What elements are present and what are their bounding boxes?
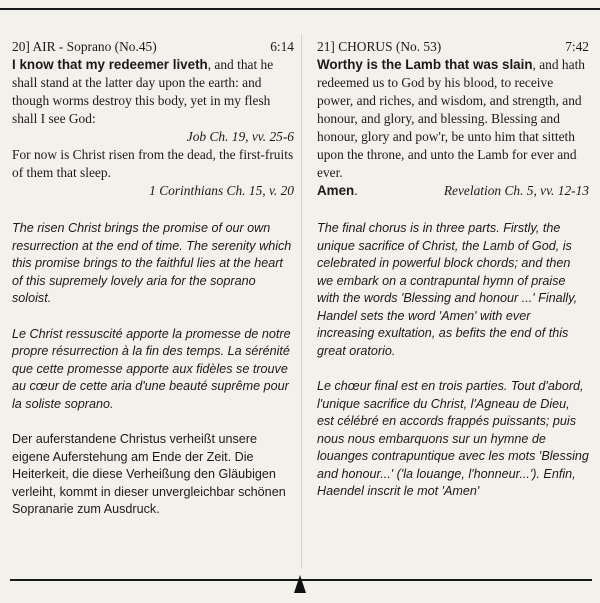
lyric-block — [12, 56, 294, 128]
amen-punctuation: . — [354, 183, 358, 198]
amen-word-group — [317, 182, 358, 200]
track-title: 21] CHORUS (No. 53) — [317, 39, 442, 54]
track-header — [12, 38, 294, 56]
left-column — [12, 38, 294, 519]
lyric-block — [317, 56, 589, 182]
lyric-text: , and that he shall stand at the latter day upon the earth: and though worms destroy this body, yet in my flesh shall I see God: — [12, 57, 274, 126]
track-duration: 7:42 — [565, 39, 589, 54]
lyric-text-2: For now is Christ risen from the dead, the first-fruits of them that sleep. — [12, 147, 294, 180]
french-note: Le chœur final est en trois parties. Tout d'abord, l'unique sacrifice du Christ, l'Agneau de Dieu, est célébré en accords frappés puissants; puis nous nous embarquons sur un hymne de louanges contrapuntique avec les mots 'Blessing and honour...' ('la louange, l'honneur...'). Enfin, Haendel inscrit le mot 'Amen' — [317, 379, 589, 498]
german-note: Der auferstandene Christus verheißt unsere eigene Auferstehung am Ende der Zeit. Die Heiterkeit, die diese Verheißung den Gläubigen verleiht, kommt in dieser unvergleichbar schönen Sopranarie zum Ausdruck. — [12, 432, 286, 516]
english-note: The final chorus is in three parts. Firstly, the unique sacrifice of Christ, the Lamb of God, is celebrated in powerful block chords; and then we embark on a contrapuntal hymn of praise with the words 'Blessing and honour ...' Finally, Handel sets the word 'Amen' with ever increasing exultation, as befits the end of this great oratorio. — [317, 221, 578, 358]
track-title: 20] AIR - Soprano (No.45) — [12, 39, 157, 54]
column-divider — [301, 34, 302, 569]
scripture-reference-2: 1 Corinthians Ch. 15, v. 20 — [149, 183, 294, 198]
lyric-text: , and hath redeemed us to God by his blood, to receive power, and riches, and wisdom, and strength, and honour, and glory, and blessing. Blessing and honour, glory and pow'r, be unto him that sitteth upon the throne, and unto the Lamb for ever and ever. — [317, 57, 585, 180]
french-note: Le Christ ressuscité apporte la promesse de notre propre résurrection à la fin des temps. La sérénité que cette promesse apporte aux fidèles se trouve au cœur de cette aria d'une beauté suprême pour la soliste soprano. — [12, 326, 291, 411]
scripture-reference: Job Ch. 19, vv. 25-6 — [186, 129, 294, 144]
right-column — [317, 38, 589, 501]
top-rule — [0, 8, 600, 10]
track-header — [317, 38, 589, 56]
amen-line — [317, 182, 589, 200]
track-duration: 6:14 — [270, 39, 294, 54]
lyric-first-line: Worthy is the Lamb that was slain — [317, 57, 533, 72]
lyric-first-line: I know that my redeemer liveth — [12, 57, 208, 72]
triangle-marker-icon — [294, 575, 306, 593]
scripture-reference: Revelation Ch. 5, vv. 12-13 — [443, 183, 589, 198]
amen-word: Amen — [317, 183, 355, 198]
english-note: The risen Christ brings the promise of our own resurrection at the end of time. The serenity which this promise brings to the faithful lies at the heart of this supremely lovely aria for the soprano soloist. — [12, 221, 292, 305]
